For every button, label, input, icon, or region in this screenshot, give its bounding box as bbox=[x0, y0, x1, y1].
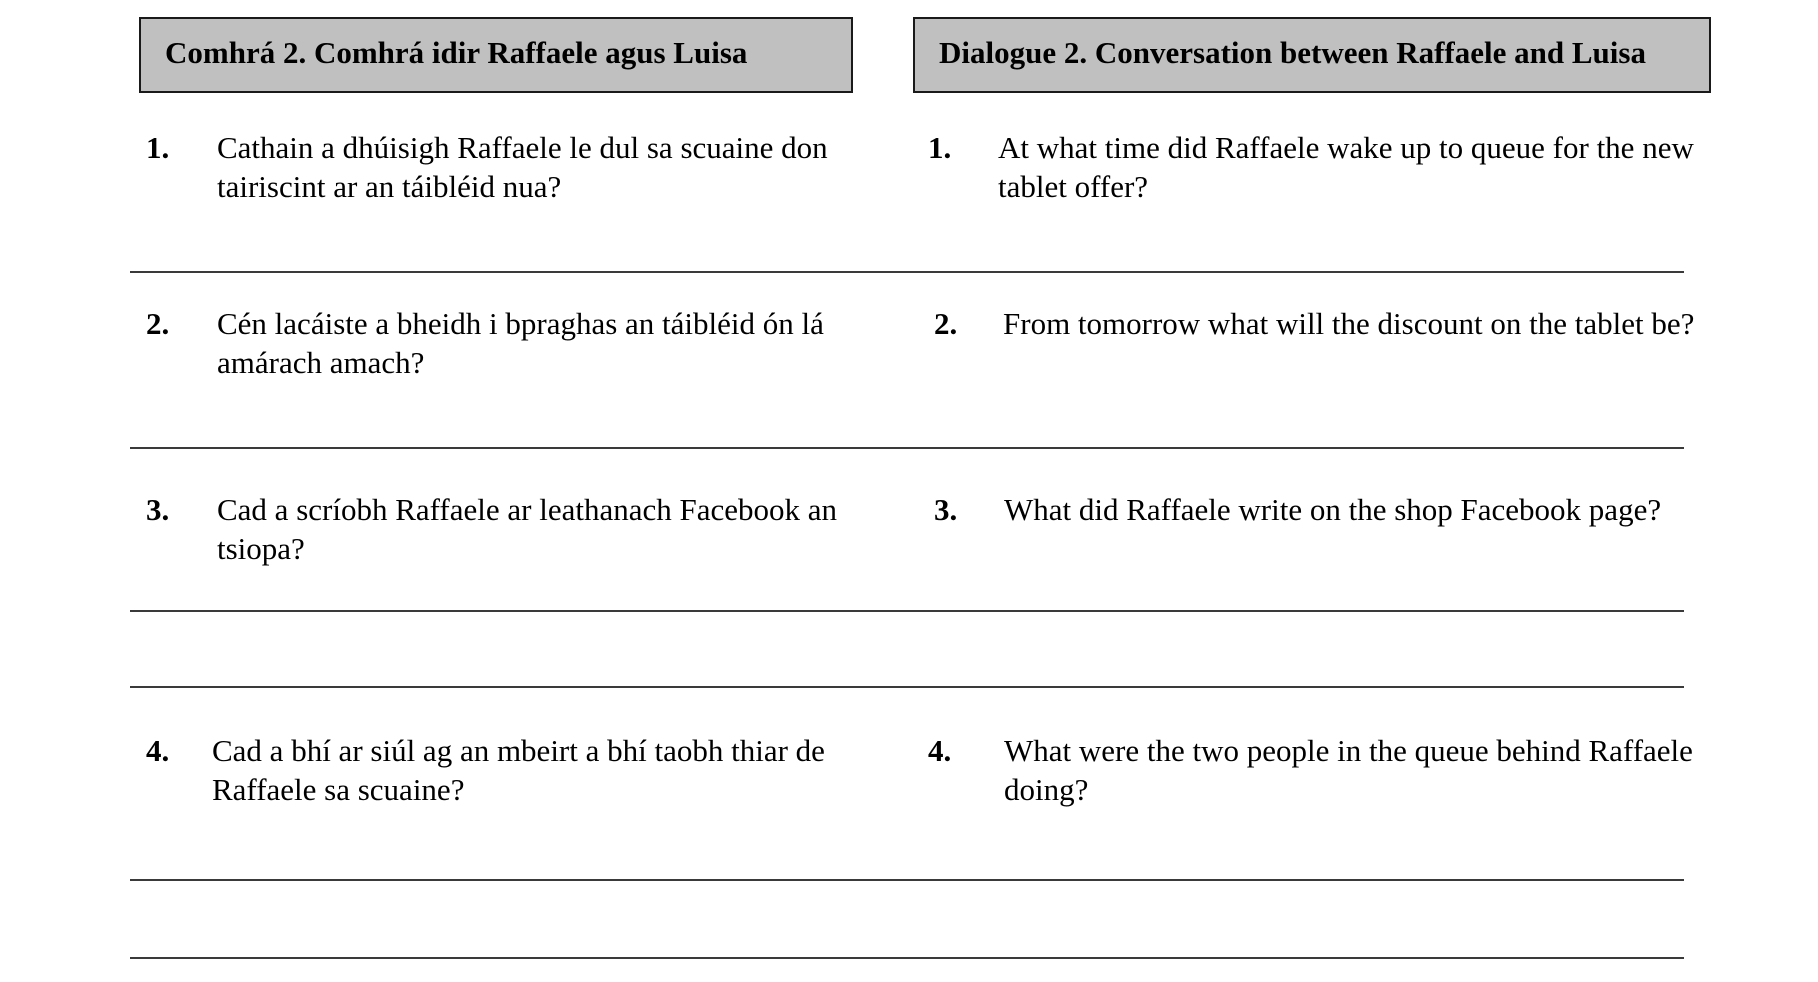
english-question-number: 1. bbox=[928, 130, 952, 165]
irish-question-number: 2. bbox=[146, 306, 170, 341]
english-question-number: 2. bbox=[934, 306, 958, 341]
irish-section-header bbox=[139, 17, 853, 93]
answer-line-q2[interactable] bbox=[130, 447, 1684, 449]
answer-line-q1[interactable] bbox=[130, 271, 1684, 273]
answer-line-q3-a[interactable] bbox=[130, 610, 1684, 612]
english-question-text: From tomorrow what will the discount on the tablet be? bbox=[1003, 306, 1695, 341]
irish-question-text: Cén lacáiste a bheidh i bpraghas an táibléid ón lá amárach amach? bbox=[217, 306, 824, 380]
english-question-text: What were the two people in the queue behind Raffaele doing? bbox=[1004, 733, 1693, 807]
english-question-number: 3. bbox=[934, 492, 958, 527]
english-header-title: Dialogue 2. Conversation between Raffaele and Luisa bbox=[939, 35, 1646, 70]
irish-question-text: Cad a scríobh Raffaele ar leathanach Facebook an tsiopa? bbox=[217, 492, 837, 566]
irish-question-number: 4. bbox=[146, 733, 170, 768]
english-question-text: What did Raffaele write on the shop Facebook page? bbox=[1004, 492, 1662, 527]
english-section-header bbox=[913, 17, 1711, 93]
answer-line-q3-b[interactable] bbox=[130, 686, 1684, 688]
english-question-text: At what time did Raffaele wake up to queue for the new tablet offer? bbox=[998, 130, 1694, 204]
irish-question-number: 3. bbox=[146, 492, 170, 527]
irish-question-text: Cathain a dhúisigh Raffaele le dul sa scuaine don tairiscint ar an táibléid nua? bbox=[217, 130, 828, 204]
irish-header-title: Comhrá 2. Comhrá idir Raffaele agus Luisa bbox=[165, 35, 748, 70]
answer-line-q4-b[interactable] bbox=[130, 957, 1684, 959]
english-question-number: 4. bbox=[928, 733, 952, 768]
irish-question-number: 1. bbox=[146, 130, 170, 165]
irish-question-text: Cad a bhí ar siúl ag an mbeirt a bhí taobh thiar de Raffaele sa scuaine? bbox=[212, 733, 825, 807]
answer-line-q4-a[interactable] bbox=[130, 879, 1684, 881]
